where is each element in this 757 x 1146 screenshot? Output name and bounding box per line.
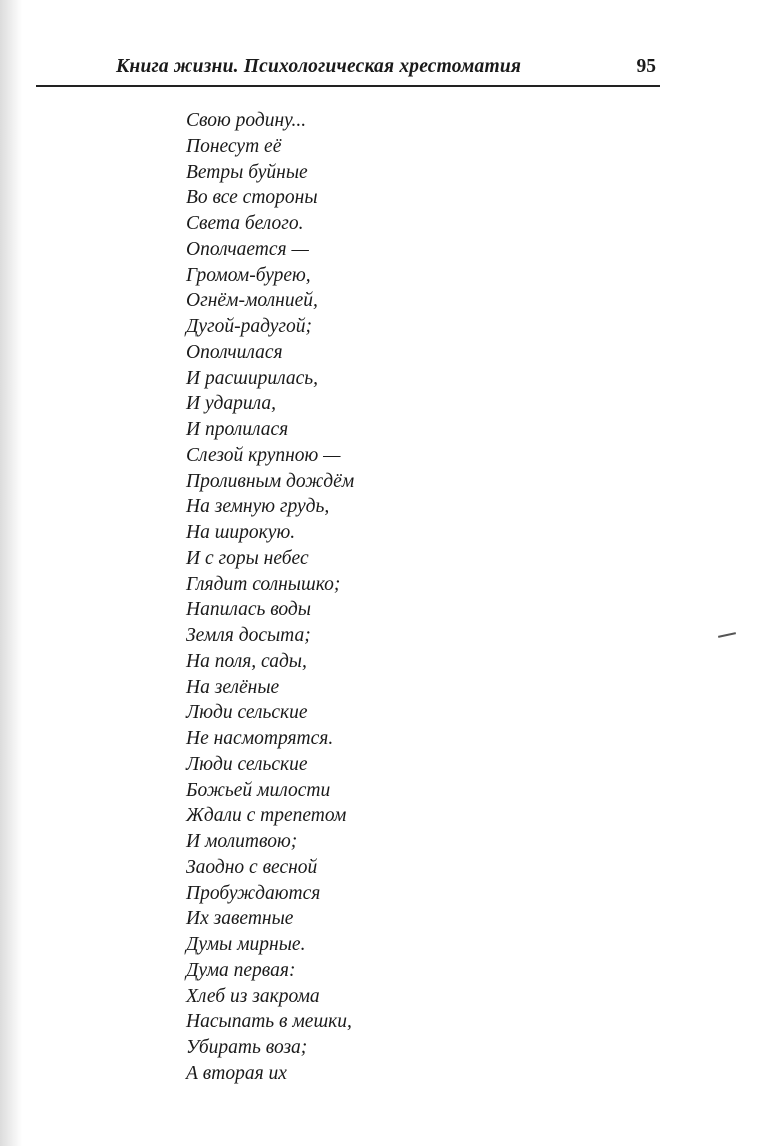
poem-line: На поля, сады, bbox=[186, 650, 307, 672]
poem-line: Ждали с трепетом bbox=[186, 805, 347, 827]
poem-line: Ополчилася bbox=[186, 341, 283, 363]
poem-line: Земля досыта; bbox=[186, 625, 311, 646]
poem-line: Люди сельские bbox=[186, 702, 308, 724]
poem-line: И расширилась, bbox=[186, 367, 318, 389]
running-header bbox=[36, 54, 660, 86]
poem-line: На земную грудь, bbox=[186, 496, 330, 518]
poem-text bbox=[186, 108, 354, 1087]
poem-line: Люди сельские bbox=[186, 753, 308, 775]
poem-line: Понесут её bbox=[186, 135, 282, 157]
poem-line: Ветры буйные bbox=[186, 161, 308, 183]
poem-line: Не насмотрятся. bbox=[186, 728, 334, 749]
poem-line: Слезой крупною — bbox=[186, 444, 341, 466]
poem-line: А вторая их bbox=[186, 1062, 287, 1084]
poem-line: Хлеб из закрома bbox=[186, 985, 320, 1007]
poem-line: И пролилася bbox=[186, 419, 289, 440]
poem-line: И ударила, bbox=[186, 393, 277, 415]
poem-line: Напилась воды bbox=[186, 599, 311, 621]
poem-line: Думы мирные. bbox=[186, 934, 306, 955]
poem-line: Свою родину... bbox=[186, 110, 307, 131]
scan-speck bbox=[718, 632, 736, 638]
page-number: 95 bbox=[636, 56, 656, 77]
poem-line: Насыпать в мешки, bbox=[186, 1011, 352, 1033]
poem-line: На широкую. bbox=[186, 522, 296, 543]
poem-line: И с горы небес bbox=[186, 547, 309, 569]
header-rule bbox=[36, 85, 660, 87]
poem-line: Божьей милости bbox=[186, 779, 331, 801]
poem-line: Проливным дождём bbox=[186, 470, 355, 492]
poem-line: Огнём-молнией, bbox=[186, 290, 318, 312]
poem-line: Глядит солнышко; bbox=[186, 573, 341, 595]
poem-line: Дугой-радугой; bbox=[186, 316, 313, 337]
poem-line: На зелёные bbox=[186, 676, 280, 698]
poem-line: И молитвою; bbox=[186, 831, 298, 852]
poem-line: Света белого. bbox=[186, 213, 304, 234]
book-title: Книга жизни. Психологическая хрестоматия bbox=[116, 56, 522, 77]
poem-line: Заодно с весной bbox=[186, 856, 318, 878]
poem-line: Дума первая: bbox=[186, 959, 296, 981]
poem-line: Убирать воза; bbox=[186, 1037, 308, 1058]
poem-line: Ополчается — bbox=[186, 238, 309, 260]
poem-line: Их заветные bbox=[186, 908, 294, 930]
poem-line: Во все стороны bbox=[186, 187, 318, 209]
poem-line: Громом-бурею, bbox=[186, 264, 311, 286]
page-edge-shadow bbox=[0, 0, 22, 1146]
poem-line: Пробуждаются bbox=[186, 882, 321, 904]
